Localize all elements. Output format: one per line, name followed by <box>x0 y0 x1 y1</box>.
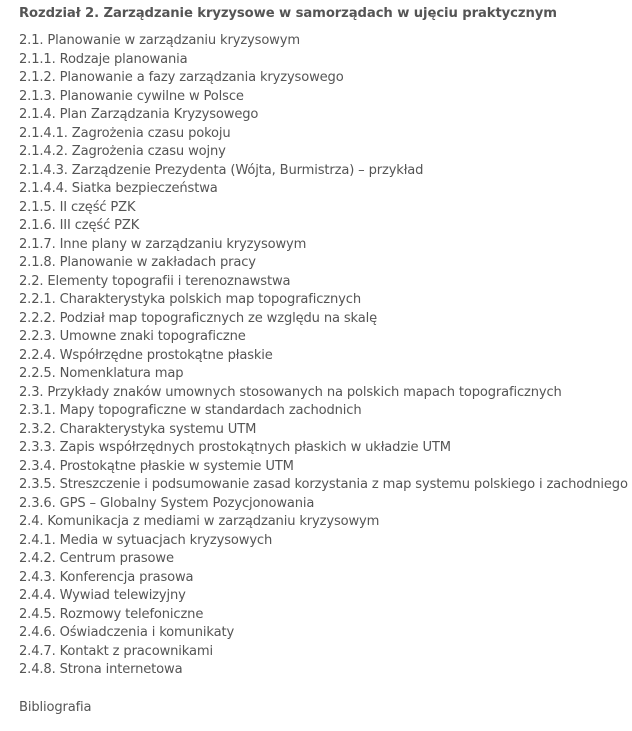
toc-item: 2.1.5. II część PZK <box>19 199 136 215</box>
toc-item: 2.3.1. Mapy topograficzne w standardach zachodnich <box>19 403 362 418</box>
toc-item: 2.3.4. Prostokątne płaskie w systemie UTM <box>19 458 294 474</box>
toc-item: 2.2.4. Współrzędne prostokątne płaskie <box>19 347 273 363</box>
toc-item: 2.3.6. GPS – Globalny System Pozycjonowania <box>19 495 315 511</box>
toc-item: 2.1.3. Planowanie cywilne w Polsce <box>19 88 244 104</box>
toc-item: 2.3.3. Zapis współrzędnych prostokątnych płaskich w układzie UTM <box>19 440 451 455</box>
toc-item: 2.1.6. III część PZK <box>19 218 140 233</box>
toc-item: 2.1.7. Inne plany w zarządzaniu kryzysowym <box>19 236 307 252</box>
toc-item: 2.1. Planowanie w zarządzaniu kryzysowym <box>19 33 300 48</box>
toc-item: 2.3. Przykłady znaków umownych stosowanych na polskich mapach topograficznych <box>19 384 562 400</box>
toc-item: 2.4.2. Centrum prasowe <box>19 551 174 566</box>
toc-item: 2.1.4.1. Zagrożenia czasu pokoju <box>19 125 231 141</box>
toc-item: 2.4.4. Wywiad telewizyjny <box>19 588 186 603</box>
toc-item: 2.4.6. Oświadczenia i komunikaty <box>19 625 235 640</box>
toc-item: 2.1.4.2. Zagrożenia czasu wojny <box>19 144 226 159</box>
toc-item: 2.1.4. Plan Zarządzania Kryzysowego <box>19 107 259 122</box>
toc-item: 2.4.3. Konferencja prasowa <box>19 569 194 585</box>
toc-item: 2.4.1. Media w sytuacjach kryzysowych <box>19 532 273 548</box>
toc-item: 2.1.1. Rodzaje planowania <box>19 51 188 67</box>
toc-item: 2.2. Elementy topografii i terenoznawstwa <box>19 273 291 289</box>
toc-item: 2.3.2. Charakterystyka systemu UTM <box>19 421 257 437</box>
bibliography-label: Bibliografia <box>19 699 92 715</box>
toc-item: 2.1.4.3. Zarządzenie Prezydenta (Wójta, Burmistrza) – przykład <box>19 162 424 178</box>
toc-list <box>19 32 632 680</box>
toc-item: 2.1.2. Planowanie a fazy zarządzania kryzysowego <box>19 70 344 85</box>
toc-item: 2.2.1. Charakterystyka polskich map topograficznych <box>19 292 361 307</box>
toc-item: 2.1.4.4. Siatka bezpieczeństwa <box>19 181 218 196</box>
toc-item: 2.2.3. Umowne znaki topograficzne <box>19 329 246 344</box>
toc-item: 2.4.5. Rozmowy telefoniczne <box>19 606 204 622</box>
toc-item: 2.4.8. Strona internetowa <box>19 662 183 677</box>
toc-item: 2.3.5. Streszczenie i podsumowanie zasad korzystania z map systemu polskiego i zachodniego <box>19 477 628 492</box>
toc-item: 2.4. Komunikacja z mediami w zarządzaniu kryzysowym <box>19 514 380 529</box>
chapter-title: Rozdział 2. Zarządzanie kryzysowe w samorządach w ujęciu praktycznym <box>19 6 557 21</box>
toc-item: 2.2.2. Podział map topograficznych ze względu na skalę <box>19 310 378 326</box>
toc-item: 2.1.8. Planowanie w zakładach pracy <box>19 255 256 270</box>
toc-item: 2.2.5. Nomenklatura map <box>19 366 184 381</box>
toc-item: 2.4.7. Kontakt z pracownikami <box>19 643 213 659</box>
